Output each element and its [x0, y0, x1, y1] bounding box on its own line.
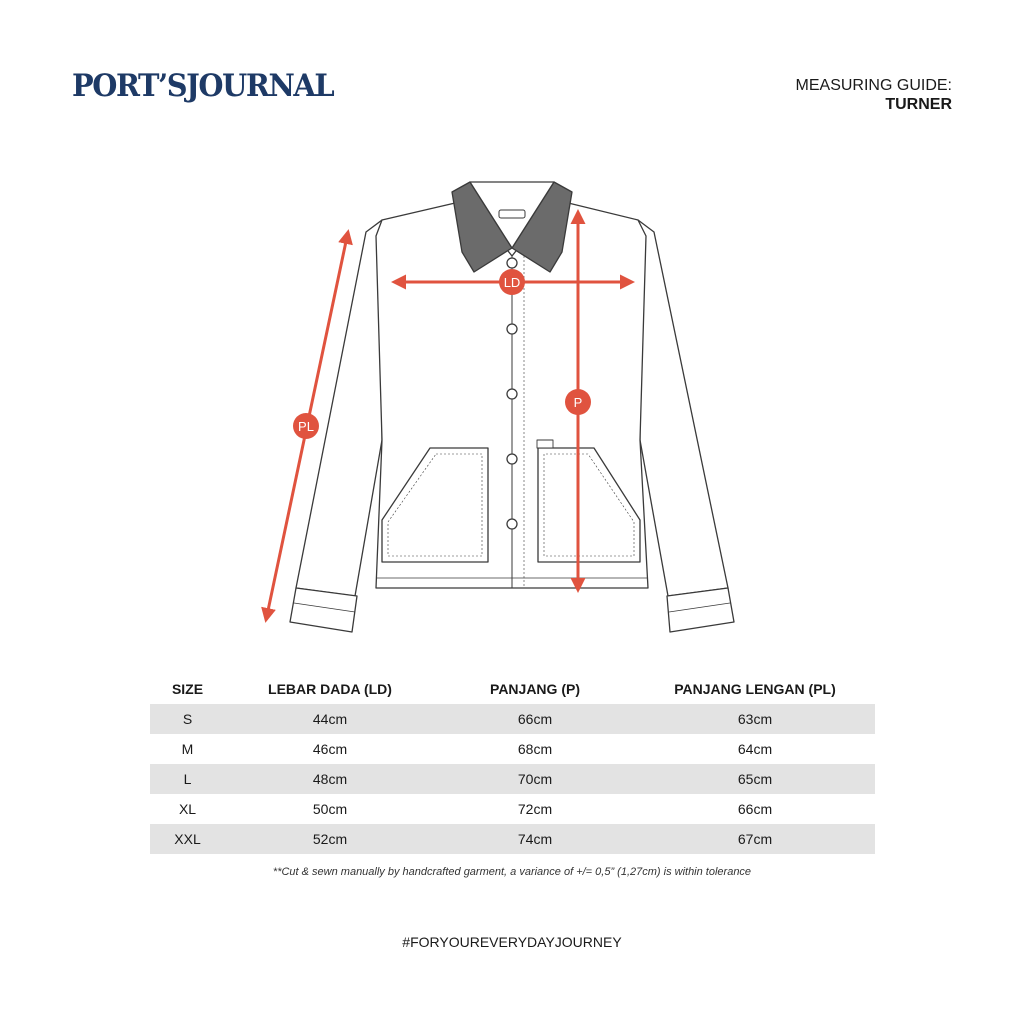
cell-chest-width: 44cm [225, 704, 435, 734]
cell-size: M [181, 741, 194, 757]
table-row [150, 734, 875, 764]
tolerance-note: **Cut & sewn manually by handcrafted garment, a variance of +/= 0,5” (1,27cm) is within tolerance [272, 866, 752, 878]
cell-size: L [150, 764, 225, 794]
sleeve-badge-label: PL [298, 419, 314, 434]
right-cuff [667, 588, 734, 632]
chest-badge [499, 269, 525, 295]
chest-badge-label: LD [503, 275, 521, 290]
guide-title: MEASURING GUIDE: [795, 77, 952, 94]
hashtag: #FORYOUREVERYDAYJOURNEY [402, 934, 622, 950]
table-row [150, 794, 875, 824]
cell-length: 70cm [435, 764, 635, 794]
cell-chest-width: 52cm [225, 824, 435, 854]
cell-sleeve-length: 63cm [635, 704, 875, 734]
cell-chest-width: 50cm [312, 801, 348, 817]
cell-sleeve-length: 66cm [737, 801, 773, 817]
brand-logo-text: PORT’SJOURNAL [72, 68, 334, 104]
cell-chest-width: 46cm [312, 741, 348, 757]
header-length: PANJANG (P) [490, 681, 580, 697]
cell-length: 66cm [435, 704, 635, 734]
cell-size: XXL [150, 824, 225, 854]
sleeve-badge [293, 413, 319, 439]
button-icon [507, 389, 517, 399]
cell-length: 68cm [517, 741, 553, 757]
cell-chest-width: 48cm [225, 764, 435, 794]
cell-size: XL [178, 801, 197, 817]
jacket-outline-icon [290, 182, 734, 632]
length-badge [565, 389, 591, 415]
table-row [150, 704, 875, 734]
table-row [150, 824, 875, 854]
cell-sleeve-length: 67cm [635, 824, 875, 854]
cell-length: 72cm [517, 801, 553, 817]
right-sleeve [638, 220, 728, 596]
cell-sleeve-length: 64cm [737, 741, 773, 757]
header-size: SIZE [171, 681, 204, 697]
size-table [150, 674, 875, 854]
length-badge-label: P [573, 395, 583, 410]
table-row [150, 764, 875, 794]
left-cuff [290, 588, 357, 632]
cell-length: 74cm [435, 824, 635, 854]
product-name: TURNER [885, 96, 952, 113]
table-header-row [150, 674, 875, 704]
button-icon [507, 454, 517, 464]
cell-size: S [150, 704, 225, 734]
button-icon [507, 519, 517, 529]
header-chest-width: LEBAR DADA (LD) [268, 681, 392, 697]
button-icon [507, 324, 517, 334]
cell-sleeve-length: 65cm [635, 764, 875, 794]
button-icon [507, 258, 517, 268]
header-sleeve-length: PANJANG LENGAN (PL) [674, 681, 836, 697]
